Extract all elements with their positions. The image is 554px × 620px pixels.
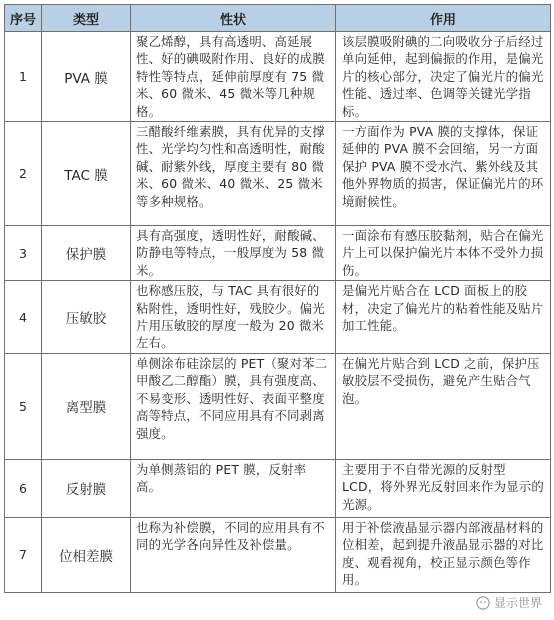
row-properties: 也称感压胶，与 TAC 具有很好的粘附性，透明性好，残胶少。偏光片用压敏胶的厚度一般为 20 微米左右。: [131, 281, 336, 354]
row-function: 一方面作为 PVA 膜的支撑体，保证延伸的 PVA 膜不会回缩，另一方面保护 PVA 膜不受水汽、紫外线及其他外界物质的损害，保证偏光片的环境耐候性。: [336, 122, 551, 226]
row-type: 压敏胶: [42, 281, 131, 354]
watermark: [474, 594, 544, 611]
wechat-icon: [476, 596, 490, 610]
row-index: 7: [5, 517, 42, 592]
table-row: [5, 122, 551, 226]
row-index: 3: [5, 226, 42, 281]
row-index: 5: [5, 353, 42, 459]
header-function: 作用: [336, 5, 551, 32]
row-type: TAC 膜: [42, 122, 131, 226]
row-index: 4: [5, 281, 42, 354]
film-layers-table: [4, 4, 551, 593]
row-function: 用于补偿液晶显示器内部液晶材料的位相差，起到提升液晶显示器的对比度、观看视角，校正显示颜色等作用。: [336, 517, 551, 592]
row-index: 2: [5, 122, 42, 226]
row-properties: 具有高强度，透明性好，耐酸碱、防静电等特点，一般厚度为 58 微米。: [131, 226, 336, 281]
table-row: [5, 517, 551, 592]
properties-table-container: [4, 4, 550, 616]
row-index: 1: [5, 32, 42, 122]
row-properties: 为单侧蒸铝的 PET 膜，反射率高。: [131, 459, 336, 517]
row-type: 保护膜: [42, 226, 131, 281]
row-type: 反射膜: [42, 459, 131, 517]
header-index: 序号: [5, 5, 42, 32]
table-header-row: [5, 5, 551, 32]
table-row: [5, 281, 551, 354]
row-properties: 也称为补偿膜，不同的应用具有不同的光学各向异性及补偿量。: [131, 517, 336, 592]
header-type: 类型: [42, 5, 131, 32]
row-function: 一面涂布有感压胶黏剂，贴合在偏光片上可以保护偏光片本体不受外力损伤。: [336, 226, 551, 281]
table-row: [5, 32, 551, 122]
row-type: 离型膜: [42, 353, 131, 459]
row-function: 是偏光片贴合在 LCD 面板上的胶材，决定了偏光片的粘着性能及贴片加工性能。: [336, 281, 551, 354]
row-index: 6: [5, 459, 42, 517]
row-properties: 单侧涂布硅涂层的 PET（聚对苯二甲酸乙二醇酯）膜，具有强度高、不易变形、透明性好、表面平整度高等特点，不同应用具有不同剥离强度。: [131, 353, 336, 459]
table-row: [5, 353, 551, 459]
table-row: [5, 226, 551, 281]
table-row: [5, 459, 551, 517]
row-function: 主要用于不自带光源的反射型 LCD，将外界光反射回来作为显示的光源。: [336, 459, 551, 517]
watermark-text: 显示世界: [493, 596, 542, 610]
row-type: PVA 膜: [42, 32, 131, 122]
row-type: 位相差膜: [42, 517, 131, 592]
row-function: 该层膜吸附碘的二向吸收分子后经过单向延伸，起到偏振的作用，是偏光片的核心部分，决定了偏光片的偏光性能、透过率、色调等关键光学指标。: [336, 32, 551, 122]
row-properties: 聚乙烯醇，具有高透明、高延展性、好的碘吸附作用、良好的成膜特性等特点，延伸前厚度有 75 微米、60 微米、45 微米等几种规格。: [131, 32, 336, 122]
header-properties: 性状: [131, 5, 336, 32]
row-properties: 三醋酸纤维素膜，具有优异的支撑性、光学均匀性和高透明性，耐酸碱、耐紫外线，厚度主要有 80 微米、60 微米、40 微米、25 微米等多种规格。: [131, 122, 336, 226]
row-function: 在偏光片贴合到 LCD 之前，保护压敏胶层不受损伤，避免产生贴合气泡。: [336, 353, 551, 459]
